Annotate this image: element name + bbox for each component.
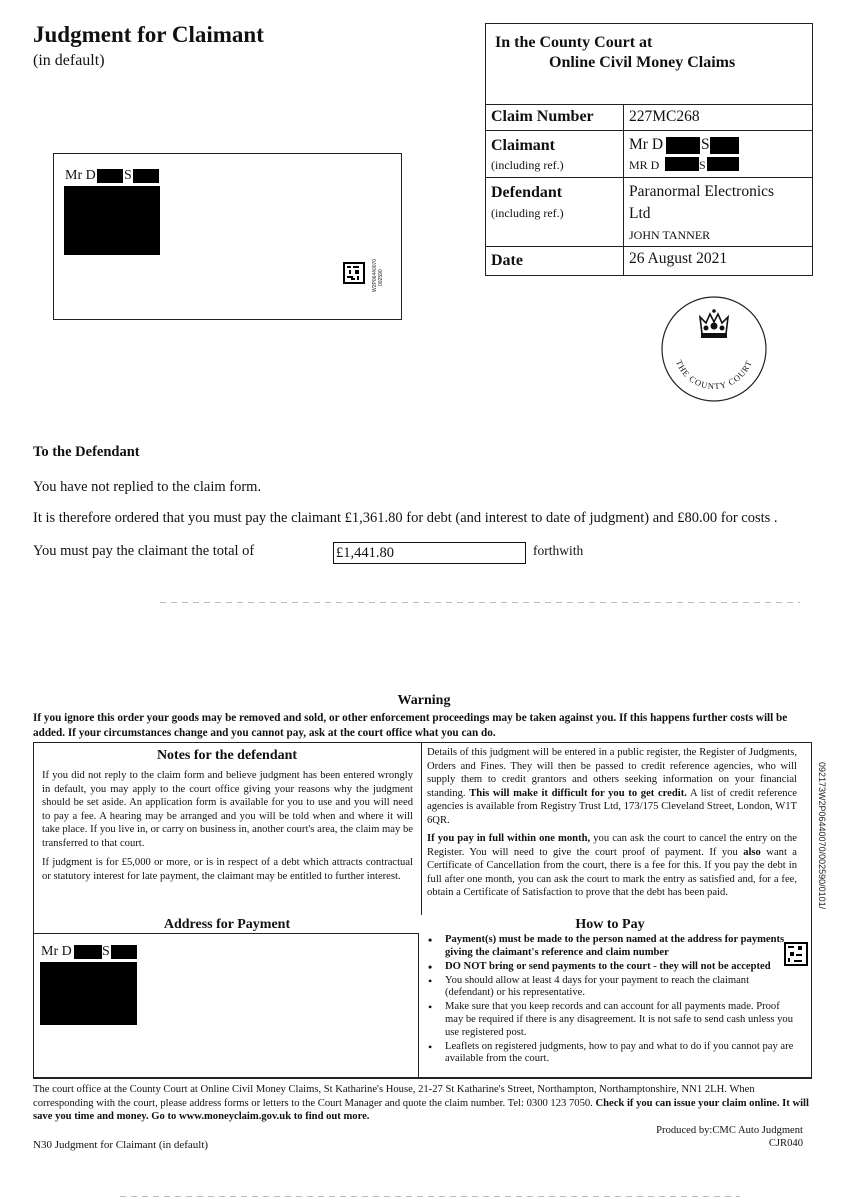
list-item: • Make sure that you keep records and can account for all payments made. Proof may be required if there is any disagreement. It is not safe to send cash unless you use registered post. xyxy=(425,1001,795,1039)
warning-heading: Warning xyxy=(397,693,451,708)
order-text: It is therefore ordered that you must pay the claimant £1,361.80 for debt (and interest to date of judgment) and £80.00 for costs . xyxy=(33,510,778,526)
claimant-ref: MR D xyxy=(629,158,660,172)
defendant-label: Defendant xyxy=(491,184,563,201)
warning-text: If you ignore this order your goods may be removed and sold, or other enforcement proceedings may be taken against you. If this happens further costs will be added. If your circumstances change and you cannot pay, ask at the court office what you can do. xyxy=(33,712,788,739)
list-item: • Leaflets on registered judgments, how to pay and what to do if you cannot pay are available from the court. xyxy=(425,1041,795,1066)
address-window xyxy=(53,153,402,320)
notes-paragraph-2: If judgment is for £5,000 or more, or is in respect of a debt which attracts contractual or statutory interest for late payment, the claimant may be entitled to further interest. xyxy=(42,857,413,882)
produced-by-text: Produced by:CMC Auto Judgment xyxy=(656,1125,803,1136)
redaction-block xyxy=(666,137,700,154)
registry-trust-text: A list of credit reference agencies is available from Registry Trust Ltd, 173/175 Cleveland Street, London, W1T 6QR. xyxy=(427,787,797,826)
payee-initial: S xyxy=(102,944,110,959)
claim-number-value: 227MC268 xyxy=(629,108,700,125)
claimant-label: Claimant xyxy=(491,137,555,154)
barcode-ref-2: 002590 xyxy=(378,269,384,286)
court-office-text: The court office at the County Court at Online Civil Money Claims, St Katharine's House, 21-27 St Katharine's Street, Northampton, Northamptonshire, NN1 2LH. When corresponding with the court, please address forms or letters to the Court Manager and quote the claim number. Tel: 0300 123 7050. xyxy=(33,1084,755,1109)
scan-artifact-line xyxy=(120,1196,740,1197)
credit-warning: This will make it difficult for you to get credit. xyxy=(469,787,687,799)
redaction-block xyxy=(111,945,137,959)
address-payment-heading: Address for Payment xyxy=(163,917,291,932)
claim-number-label: Claim Number xyxy=(491,108,594,125)
register-text: Details of this judgment will be entered in a public register, the Register of Judgments, Orders and Fines. They will then be passed to credit reference agencies, who will supply them to credit grantors and others seeking information on your financial standing. xyxy=(427,747,797,799)
satisfaction-text: want a Certificate of Cancellation from the court, there is a fee for this. If you pay the debt in full after one month, you can ask the court to mark the entry as satisfied and, for a fee, obtain a Certificate of Satisfaction to prove that the debt has been paid. xyxy=(427,846,798,898)
forthwith-text: forthwith xyxy=(533,543,584,558)
redaction-block xyxy=(710,137,739,154)
judgment-date: 26 August 2021 xyxy=(629,250,728,267)
register-paragraph-1 xyxy=(427,746,797,827)
form-code: N30 Judgment for Claimant (in default) xyxy=(33,1139,209,1151)
crown-icon xyxy=(700,309,728,338)
form-reference: CJR040 xyxy=(768,1138,803,1149)
claimant-initial: S xyxy=(701,136,710,153)
list-item: • Payment(s) must be made to the person named at the address for payments giving the claimant's reference and claim number xyxy=(425,934,795,959)
defendant-sub-label: (including ref.) xyxy=(491,206,564,220)
barcode-ref-1: W2P06440070 xyxy=(372,258,378,292)
defendant-name-line-2: Ltd xyxy=(629,205,651,222)
notes-heading: Notes for the defendant xyxy=(156,748,298,763)
moneyclaim-promo: Check if you can issue your claim online. It will save you time and money. Go to www.moneyclaim.gov.uk to find out more. xyxy=(33,1097,809,1122)
barcode-icon xyxy=(343,262,365,284)
court-line-1: In the County Court at xyxy=(495,34,653,51)
address-payment-box xyxy=(33,933,419,1078)
redacted-address-block xyxy=(64,186,160,255)
document-title: Judgment for Claimant xyxy=(33,22,264,47)
payee-name: Mr D xyxy=(41,944,72,959)
barcode-reference xyxy=(370,254,384,294)
redaction-block xyxy=(97,169,123,183)
scan-artifact-line xyxy=(160,602,800,603)
also-label: also xyxy=(743,846,761,858)
total-label: You must pay the claimant the total of xyxy=(33,543,255,559)
redacted-address-block xyxy=(40,962,137,1025)
redaction-block xyxy=(707,157,739,171)
how-to-pay-list xyxy=(425,934,795,1067)
defendant-ref: JOHN TANNER xyxy=(629,228,711,242)
pay-in-full-label: If you pay in full within one month, xyxy=(427,833,591,844)
date-label: Date xyxy=(491,252,523,269)
redaction-block xyxy=(74,945,102,959)
footer-divider xyxy=(33,1078,812,1079)
redaction-block xyxy=(133,169,159,183)
total-amount-box: £1,441.80 xyxy=(333,542,526,564)
side-reference-text: 092173W2P06440070/002590/0101/ xyxy=(817,762,827,910)
court-details-table xyxy=(485,23,813,276)
to-defendant-heading: To the Defendant xyxy=(33,444,140,460)
column-divider xyxy=(421,742,422,915)
redaction-block xyxy=(665,157,699,171)
court-name: Online Civil Money Claims xyxy=(549,54,736,71)
claimant-name: Mr D xyxy=(629,136,664,153)
claimant-sub-label: (including ref.) xyxy=(491,158,564,172)
notes-paragraph-1: If you did not reply to the claim form and believe judgment has been entered wrongly in default, you may apply to the court office giving your reasons why the judgment should be set aside. An application form is available for you to use and you will need to pay a fee. A hearing may be arranged and you will be told when and where it will take place. If you live in, or carry on business in, another court's area, the claim may be transferred to that court. xyxy=(42,770,413,849)
produced-by xyxy=(600,1124,803,1150)
addressee-name: Mr D xyxy=(65,168,96,183)
side-reference xyxy=(813,760,833,1020)
addressee-initial: S xyxy=(124,168,132,183)
county-court-seal xyxy=(660,295,768,403)
footer-court-address xyxy=(33,1083,813,1124)
how-to-pay-heading: How to Pay xyxy=(575,917,645,932)
list-item: • DO NOT bring or send payments to the court - they will not be accepted xyxy=(425,961,795,974)
cancellation-text: you can ask the court to cancel the entry on the Register. You will need to give the court proof of payment. If you xyxy=(427,833,798,858)
defendant-name-line-1: Paranormal Electronics xyxy=(629,183,775,200)
claimant-ref-initial: S xyxy=(699,158,706,172)
not-replied-text: You have not replied to the claim form. xyxy=(33,479,262,495)
seal-text: THE COUNTY COURT xyxy=(674,358,754,392)
list-item: • You should allow at least 4 days for your payment to reach the claimant (defendant) or his representative. xyxy=(425,975,795,1000)
qr-code-icon xyxy=(784,942,808,966)
register-paragraph-2 xyxy=(427,832,797,900)
document-subtitle: (in default) xyxy=(33,52,105,69)
svg-text:THE COUNTY COURT xyxy=(674,358,754,391)
